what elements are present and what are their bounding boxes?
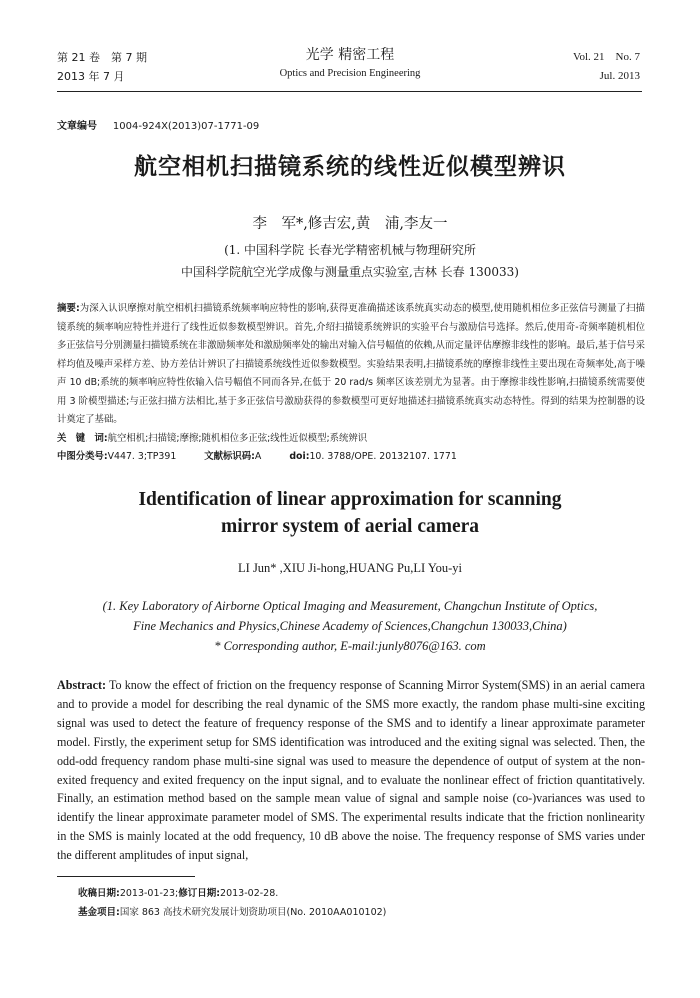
affiliation-cn	[0, 239, 700, 283]
journal-title-cn: 光学 精密工程	[305, 47, 395, 63]
header-right	[573, 48, 640, 86]
fund-label: 基金项目:	[78, 907, 120, 918]
revised-label: 修订日期:	[178, 888, 221, 899]
doc-code-label: 文献标识码:	[204, 451, 255, 462]
footnote-fund	[78, 903, 386, 922]
article-number-label: 文章编号	[57, 121, 97, 132]
title-en	[0, 486, 700, 540]
affiliation-en	[0, 596, 700, 656]
received-label: 收稿日期:	[78, 888, 120, 899]
abstract-cn-label: 摘要:	[57, 303, 80, 314]
article-number-value: 1004-924X(2013)07-1771-09	[112, 121, 260, 132]
title-en-line2: mirror system of aerial camera	[220, 516, 480, 537]
article-number	[57, 117, 259, 132]
footnote-divider	[57, 876, 195, 877]
keywords-cn-text: 航空相机;扫描镜;摩擦;随机相位多正弦;线性近似模型;系统辨识	[107, 433, 368, 444]
keywords-cn-label: 关 键 词:	[57, 433, 108, 444]
keywords-cn	[57, 430, 645, 448]
revised-value: 2013-02-28.	[220, 888, 279, 899]
fund-value: 国家 863 高技术研究发展计划资助项目(No. 2010AA010102)	[119, 907, 387, 918]
affiliation-cn-line2: 中国科学院航空光学成像与测量重点实验室,吉林 长春 130033)	[181, 265, 519, 279]
footnote-dates	[78, 884, 386, 903]
date-en: Jul. 2013	[599, 70, 640, 82]
affiliation-en-line1: (1. Key Laboratory of Airborne Optical Imaging and Measurement, Changchun Institute of Optics,	[102, 599, 598, 613]
abstract-cn-text: 为深入认识摩擦对航空相机扫描镜系统频率响应特性的影响,获得更准确描述该系统真实动态的模型,使用随机相位多正弦信号测量了扫描镜系统的频率响应特性并进行了线性近似参数模型辨识。首先,介绍扫描镜系统辨识的实验平台与激励信号选择。然后,使用奇-奇频率随机相位多正弦信号分别测量扫描镜系统在非激励频率处和激励频率处的输出对输入信号幅值的依赖,从而定量评估摩擦非线性的影响。最后,基于信号采样均值及噪声采样方差、协方差估计辨识了扫描镜系统线性近似参数模型。实验结果表明,扫描镜系统的摩擦非线性主要出现在奇频率处,高于噪声 10 dB;系统的频率响应特性依输入信号幅值不同而各异,在低于 20 rad/s 频率区该差别尤为显著。由于摩擦非线性影响,扫描镜系统需要使用 3 阶模型描述;与正弦扫描方法相比,基于多正弦信号激励获得的参数模型可更好地描述扫描镜系统真实动态特性。得到的结果为控制器的设计奠定了基础。	[57, 303, 645, 425]
header-left	[57, 48, 147, 86]
abstract-en-label: Abstract:	[57, 678, 107, 692]
abstract-cn	[57, 300, 645, 430]
clc-label: 中图分类号:	[57, 451, 108, 462]
title-cn: 航空相机扫描镜系统的线性近似模型辨识	[134, 154, 566, 180]
title-en-line1: Identification of linear approximation for scanning	[138, 489, 562, 510]
volume-en: Vol. 21 No. 7	[572, 51, 640, 63]
footnote	[78, 884, 386, 922]
affiliation-cn-line1: (1. 中国科学院 长春光学精密机械与物理研究所	[224, 243, 476, 257]
corresponding-author: * Corresponding author, E-mail:junly8076@163. com	[214, 639, 486, 653]
journal-title-en: Optics and Precision Engineering	[279, 68, 421, 79]
abstract-en-text: To know the effect of friction on the frequency response of Scanning Mirror System(SMS) in an aerial camera and to provide a model for describing the real dynamic of the SMS more exactly, the random phase multi-sine exciting signal was used to detect the feature of frequency response of the SMS and to identify a linear approximate parameter model. Firstly, the experiment setup for SMS identification was introduced and the exiting signal was selected. Then, the odd-odd frequency random phase multi-sine signal was used to measure the dependence of output of system at the non-exited frequency and exited frequency on the input signal, and to evaluate the nonlinear effect of friction quantitatively. Finally, an estimation method based on the sample mean value of signal and sample noise (co-)variances was used to identify the linear approximate parameter model of SMS. The experimental results indicate that the friction nonlinearity in the SMS is mainly located at the odd frequency, 10 dB above the noise. The frequency response of SMS varies under the different amplitudes of input signal,	[57, 678, 645, 863]
authors-en: LI Jun* ,XIU Ji-hong,HUANG Pu,LI You-yi	[238, 561, 462, 575]
header-divider	[57, 91, 642, 92]
date-cn: 2013 年 7 月	[57, 70, 125, 83]
doi-label: doi:	[289, 451, 310, 462]
doi-value: 10. 3788/OPE. 20132107. 1771	[309, 451, 457, 462]
volume-cn: 第 21 卷 第 7 期	[57, 51, 147, 64]
clc-value: V447. 3;TP391	[107, 451, 177, 462]
classification-cn	[57, 448, 645, 466]
doc-code-value: A	[254, 451, 262, 462]
abstract-en	[57, 676, 645, 865]
authors-cn: 李 军*,修吉宏,黄 浦,李友一	[252, 216, 448, 232]
affiliation-en-line2: Fine Mechanics and Physics,Chinese Academy of Sciences,Changchun 130033,China)	[133, 619, 567, 633]
header-center	[200, 46, 500, 82]
received-value: 2013-01-23;	[119, 888, 179, 899]
